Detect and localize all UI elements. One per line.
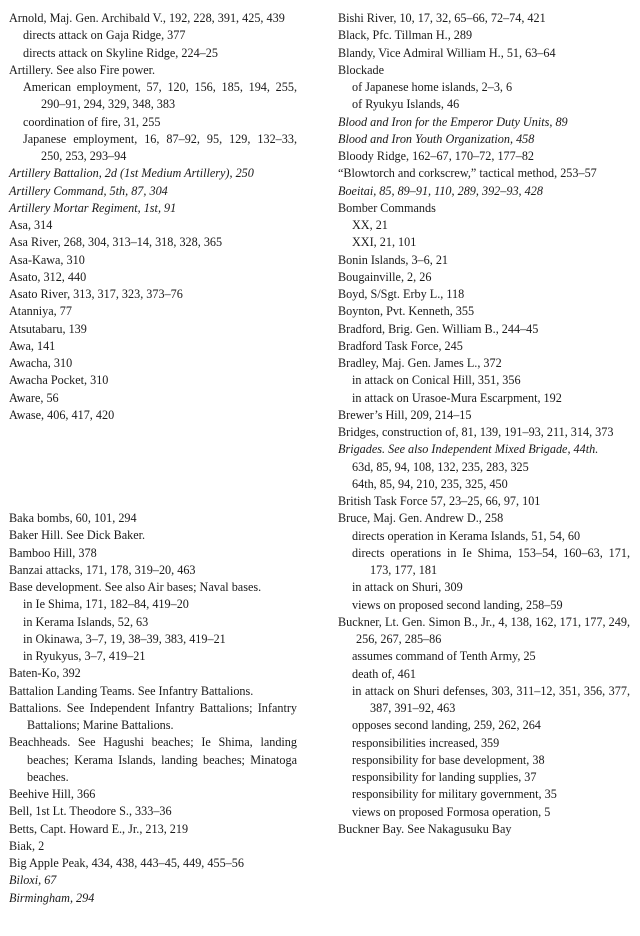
index-entry: Bougainville, 2, 26 [338, 269, 432, 284]
index-subentry: in Ryukyus, 3–7, 419–21 [23, 649, 146, 663]
index-subentry: in Okinawa, 3–7, 19, 38–39, 383, 419–21 [23, 631, 226, 646]
index-subentry: opposes second landing, 259, 262, 264 [352, 718, 541, 733]
index-entry: Big Apple Peak, 434, 438, 443–45, 449, 455–56 [9, 856, 244, 870]
index-entry: Artillery Mortar Regiment, 1st, 91 [9, 200, 177, 215]
index-entry: Bell, 1st Lt. Theodore S., 333–36 [9, 804, 172, 819]
index-entry: Awacha Pocket, 310 [9, 373, 109, 388]
index-entry: Aware, 56 [9, 390, 59, 405]
index-subentry: responsibility for base development, 38 [352, 752, 545, 767]
index-entry: Bloody Ridge, 162–67, 170–72, 177–82 [338, 149, 535, 163]
index-entry: Bridges, construction of, 81, 139, 191–93, 211, 314, 373 [338, 425, 614, 439]
index-entry: Beachheads. See Hagushi beaches; Ie Shima, landing beaches; Kerama Islands, landing beaches; Minatoga beaches. [9, 735, 297, 784]
index-entry: Atsutabaru, 139 [9, 321, 87, 336]
index-subentry: responsibility for military government, 35 [352, 787, 557, 802]
index-subentry: American employment, 57, 120, 156, 185, 194, 255, 290–91, 294, 329, 348, 383 [23, 80, 297, 112]
index-column-left [9, 10, 297, 907]
index-entry: Bradford, Brig. Gen. William B., 244–45 [338, 321, 539, 336]
index-subentry: directs attack on Skyline Ridge, 224–25 [23, 45, 218, 60]
index-entry: Bradford Task Force, 245 [338, 338, 463, 353]
index-entry: Biloxi, 67 [9, 873, 57, 888]
index-subentry: Japanese employment, 16, 87–92, 95, 129, 132–33, 250, 253, 293–94 [23, 131, 297, 163]
index-entry: Asato River, 313, 317, 323, 373–76 [9, 287, 183, 301]
index-entry: Awase, 406, 417, 420 [9, 407, 115, 422]
index-entry: Blood and Iron Youth Organization, 458 [338, 131, 535, 146]
index-entry: Arnold, Maj. Gen. Archibald V., 192, 228, 391, 425, 439 [9, 11, 285, 25]
index-entry: Blockade [338, 62, 385, 77]
index-subentry: in Kerama Islands, 52, 63 [23, 614, 149, 629]
index-subentry: in Ie Shima, 171, 182–84, 419–20 [23, 597, 189, 612]
index-column-right [338, 10, 630, 838]
index-entry: Baten-Ko, 392 [9, 666, 81, 681]
index-entry: Banzai attacks, 171, 178, 319–20, 463 [9, 562, 196, 577]
index-subentry: XXI, 21, 101 [352, 235, 417, 250]
index-subentry: coordination of fire, 31, 255 [23, 114, 161, 129]
index-subentry: responsibilities increased, 359 [352, 735, 500, 750]
index-entry: Brewer’s Hill, 209, 214–15 [338, 407, 472, 422]
index-subentry: assumes command of Tenth Army, 25 [352, 649, 536, 664]
index-entry: Boynton, Pvt. Kenneth, 355 [338, 304, 475, 319]
index-entry: Artillery Command, 5th, 87, 304 [9, 183, 168, 198]
index-subentry: views on proposed Formosa operation, 5 [352, 804, 551, 819]
index-subentry: directs operation in Kerama Islands, 51, 54, 60 [352, 528, 581, 543]
index-subentry: responsibility for landing supplies, 37 [352, 770, 537, 784]
index-entry: Awacha, 310 [9, 356, 73, 370]
index-entry: Boeitai, 85, 89–91, 110, 289, 392–93, 428 [338, 183, 543, 198]
index-subentry: XX, 21 [352, 218, 388, 232]
index-entry: British Task Force 57, 23–25, 66, 97, 101 [338, 494, 541, 508]
index-entry: Bamboo Hill, 378 [9, 545, 97, 560]
index-subentry: 63d, 85, 94, 108, 132, 235, 283, 325 [352, 459, 529, 474]
index-subentry: death of, 461 [352, 666, 416, 681]
index-entry: Beehive Hill, 366 [9, 787, 96, 801]
index-entry: Battalion Landing Teams. See Infantry Battalions. [9, 683, 254, 698]
index-entry: “Blowtorch and corkscrew,” tactical method, 253–57 [338, 166, 597, 181]
index-entry: Bomber Commands [338, 200, 436, 215]
index-subentry: in attack on Shuri, 309 [352, 580, 463, 595]
section-gap [9, 424, 297, 510]
index-entry: Asato, 312, 440 [9, 269, 87, 284]
index-entry: Bonin Islands, 3–6, 21 [338, 252, 449, 267]
index-entry: Artillery. See also Fire power. [9, 62, 156, 77]
index-subentry: in attack on Conical Hill, 351, 356 [352, 373, 521, 388]
index-entry: Asa River, 268, 304, 313–14, 318, 328, 365 [9, 235, 223, 250]
index-entry: Biak, 2 [9, 838, 45, 853]
index-subentry: in attack on Urasoe-Mura Escarpment, 192 [352, 390, 562, 405]
index-entry: Buckner Bay. See Nakagusuku Bay [338, 821, 512, 836]
index-entry: Boyd, S/Sgt. Erby L., 118 [338, 287, 465, 301]
index-entry: Blood and Iron for the Emperor Duty Units, 89 [338, 114, 568, 129]
index-subentry: in attack on Shuri defenses, 303, 311–12, 351, 356, 377, 387, 391–92, 463 [352, 683, 630, 715]
index-entry: Bruce, Maj. Gen. Andrew D., 258 [338, 511, 504, 526]
index-subentry: 64th, 85, 94, 210, 235, 325, 450 [352, 476, 508, 491]
index-subentry: of Ryukyu Islands, 46 [352, 97, 460, 112]
index-entry: Buckner, Lt. Gen. Simon B., Jr., 4, 138, 162, 171, 177, 249, 256, 267, 285–86 [338, 614, 630, 646]
index-entry: Awa, 141 [9, 338, 56, 353]
index-entry: Battalions. See Independent Infantry Battalions; Infantry Battalions; Marine Battalions. [9, 700, 297, 732]
index-subentry: directs attack on Gaja Ridge, 377 [23, 28, 186, 43]
index-subentry: views on proposed second landing, 258–59 [352, 597, 563, 612]
index-subentry: directs operations in Ie Shima, 153–54, 160–63, 171, 173, 177, 181 [352, 545, 630, 577]
index-entry: Bishi River, 10, 17, 32, 65–66, 72–74, 421 [338, 11, 546, 25]
index-entry: Blandy, Vice Admiral William H., 51, 63–64 [338, 45, 556, 60]
index-entry: Artillery Battalion, 2d (1st Medium Artillery), 250 [9, 166, 254, 181]
index-entry: Bradley, Maj. Gen. James L., 372 [338, 356, 502, 370]
index-entry: Birmingham, 294 [9, 890, 95, 905]
index-entry: Asa-Kawa, 310 [9, 252, 85, 267]
index-entry: Asa, 314 [9, 218, 53, 232]
index-entry: Brigades. See also Independent Mixed Brigade, 44th. [338, 442, 599, 457]
index-entry: Black, Pfc. Tillman H., 289 [338, 28, 473, 43]
index-entry: Baker Hill. See Dick Baker. [9, 528, 146, 543]
index-entry: Baka bombs, 60, 101, 294 [9, 511, 137, 525]
index-entry: Base development. See also Air bases; Naval bases. [9, 580, 262, 594]
index-entry: Atanniya, 77 [9, 304, 72, 319]
index-subentry: of Japanese home islands, 2–3, 6 [352, 80, 513, 94]
index-entry: Betts, Capt. Howard E., Jr., 213, 219 [9, 821, 189, 836]
